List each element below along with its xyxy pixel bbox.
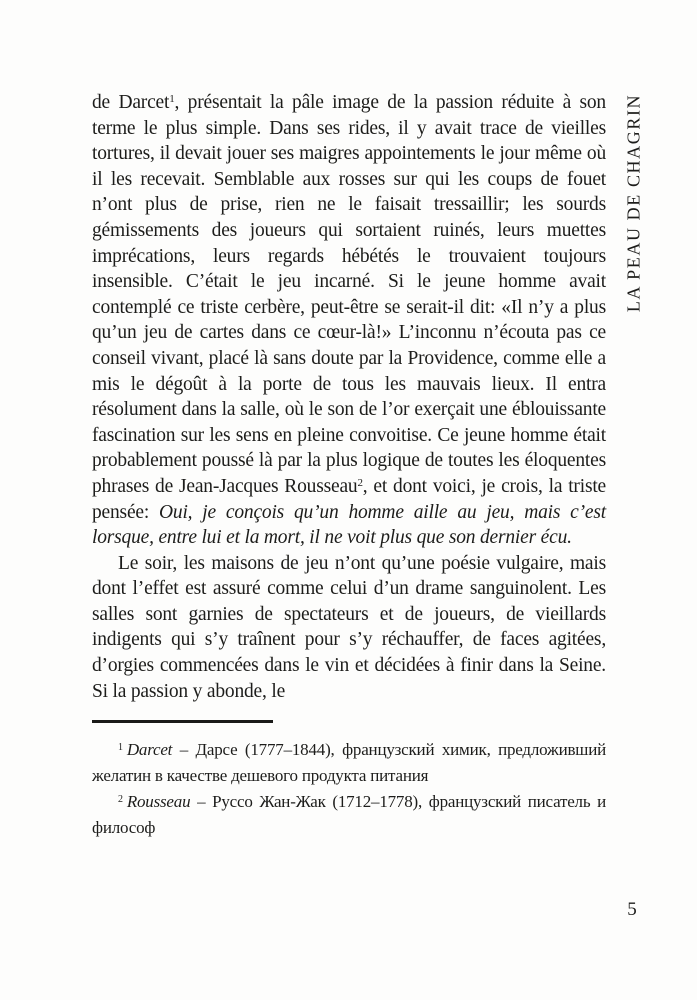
- text-block: [92, 90, 606, 840]
- footnote-number: 1: [118, 742, 123, 754]
- body-text: , présentait la pâle image de la passion réduite à son terme le plus simple. Dans ses rides, il y avait trace de vieilles tortures, il devait jouer ses maigres appointements le jour même où il les recevait. Semblable aux rosses sur qui les coups de fouet n’ont plus de prise, rien ne le faisait tressaillir; les sourds gémissements des joueurs qui sortaient ruinés, leurs muettes imprécations, leurs regards hébétés le trouvaient toujours insensible. C’était le jeu incarné. Si le jeune homme avait contemplé ce triste cerbère, peut-être se serait-il dit: «Il n’y a plus qu’un jeu de cartes dans ce cœur-là!» L’inconnu n’écouta pas ce conseil vivant, placé là sans doute par la Providence, comme elle a mis le dégoût à la porte de tous les mauvais lieux. Il entra résolument dans la salle, où le son de l’or exerçait une éblouissante fascination sur les sens en pleine convoitise. Ce jeune homme était probablement poussé là par la plus logique de toutes les éloquentes phrases de Jean-Jacques Rousseau: [92, 92, 606, 497]
- footnote-reference: 1: [169, 93, 175, 105]
- footnote: [92, 789, 606, 841]
- footnote-number: 2: [118, 793, 123, 805]
- paragraph: [92, 90, 606, 551]
- running-title-text: LA PEAU DE CHAGRIN: [623, 93, 644, 313]
- footnote-term: Darcet: [126, 740, 173, 760]
- emphasis-text: Oui, je conçois qu’un homme aille au jeu, mais c’est lorsque, entre lui et la mort, il ne voit plus que son dernier écu.: [92, 501, 606, 549]
- footnote-term: Rousseau: [126, 791, 191, 811]
- footnote-separator-rule: [92, 720, 273, 723]
- body-text: , et dont voici, je crois, la triste pensée:: [92, 475, 607, 523]
- footnote: [92, 737, 606, 789]
- footnote-reference: 2: [357, 476, 363, 489]
- footnote-text: – Руссо Жан-Жак (1712–1778), французский писатель и философ: [92, 791, 606, 837]
- body-text: de Darcet: [92, 92, 170, 113]
- body-paragraphs: [92, 90, 606, 704]
- paragraph: [92, 551, 606, 705]
- page-number: 5: [627, 899, 637, 920]
- body-text: Le soir, les maisons de jeu n’ont qu’une poésie vulgaire, mais dont l’effet est assuré comme celui d’un drame sanguinolent. Les salles sont garnies de spectateurs et de joueurs, de vieillards indigents qui s’y traînent pour s’y réchauffer, de faces agitées, d’orgies commencées dans le vin et décidées à finir dans la Seine. Si la passion y abonde, le: [92, 552, 606, 702]
- footnote-text: – Дарсе (1777–1844), французский химик, предложивший желатин в качестве дешевого продукта питания: [92, 740, 606, 786]
- footnotes-section: [92, 737, 606, 840]
